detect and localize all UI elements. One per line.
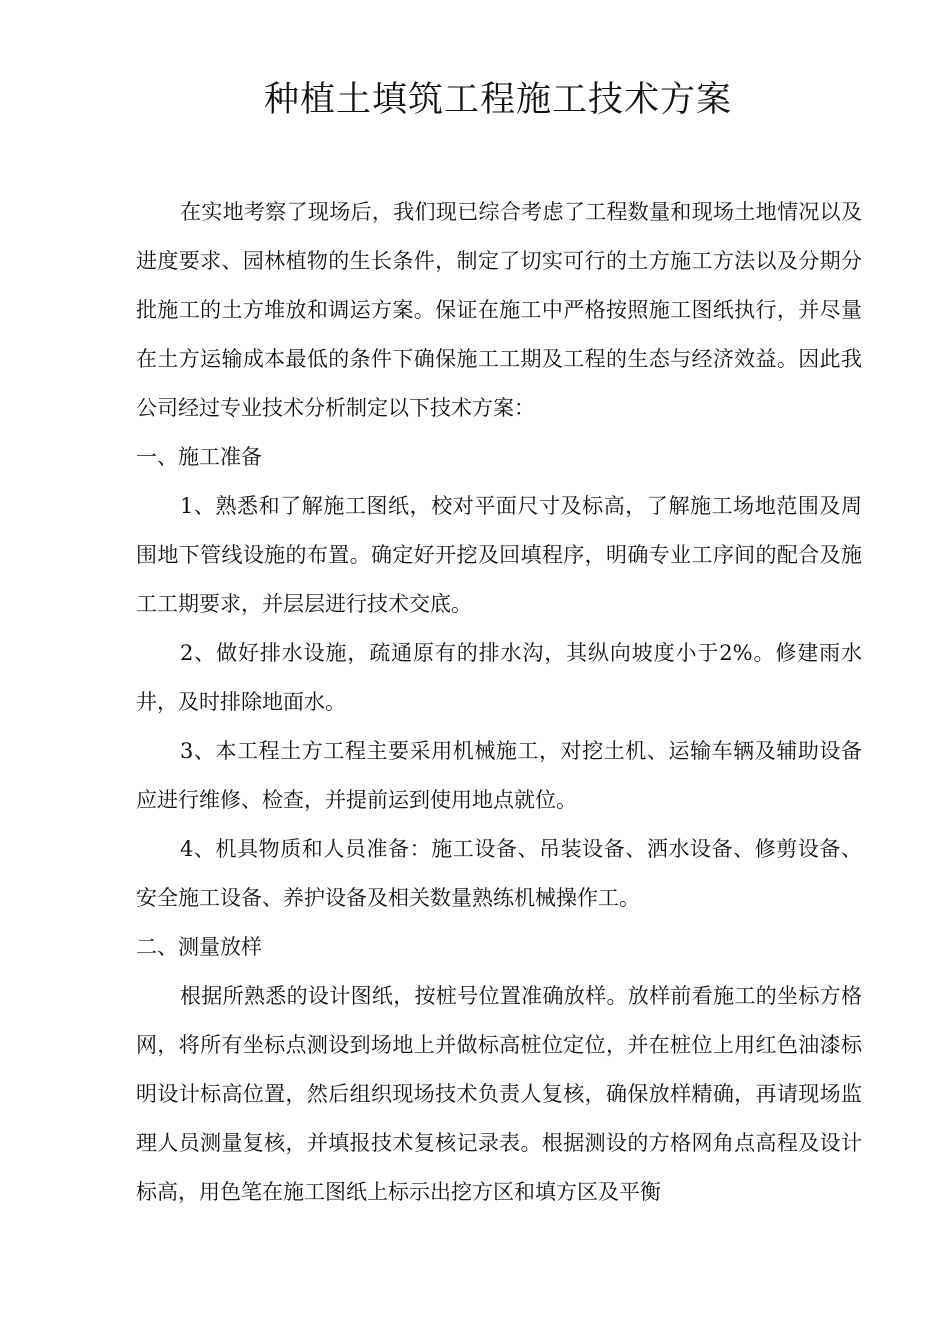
paragraph-survey-1: 根据所熟悉的设计图纸，按桩号位置准确放样。放样前看施工的坐标方格网，将所有坐标点测设到场地上并做标高桩位定位，并在桩位上用红色油漆标明设计标高位置，然后组织现场技术负责人复核，确保放样精确，再请现场监理人员测量复核，并填报技术复核记录表。根据测设的方格网角点高程及设计标高，用色笔在施工图纸上标示出挖方区和填方区及平衡 <box>136 984 862 1204</box>
paragraph-preparation-3: 3、本工程土方工程主要采用机械施工，对挖土机、运输车辆及辅助设备应进行维修、检查，并提前运到使用地点就位。 <box>136 739 862 812</box>
document-title: 种植土填筑工程施工技术方案 <box>263 80 732 120</box>
paragraph-preparation-4: 4、机具物质和人员准备：施工设备、吊装设备、洒水设备、修剪设备、安全施工设备、养护设备及相关数量熟练机械操作工。 <box>136 837 862 910</box>
intro-paragraph: 在实地考察了现场后，我们现已综合考虑了工程数量和现场土地情况以及进度要求、园林植物的生长条件，制定了切实可行的土方施工方法以及分期分批施工的土方堆放和调运方案。保证在施工中严格按照施工图纸执行，并尽量在土方运输成本最低的条件下确保施工工期及工程的生态与经济效益。因此我公司经过专业技术分析制定以下技术方案： <box>136 200 862 420</box>
section-heading-survey: 二、测量放样 <box>136 935 262 959</box>
paragraph-preparation-1: 1、熟悉和了解施工图纸，校对平面尺寸及标高，了解施工场地范围及周围地下管线设施的布置。确定好开挖及回填程序，明确专业工序间的配合及施工工期要求，并层层进行技术交底。 <box>136 494 862 616</box>
document-body <box>136 188 862 1217</box>
section-heading-preparation: 一、施工准备 <box>136 445 262 469</box>
paragraph-preparation-2: 2、做好排水设施，疏通原有的排水沟，其纵向坡度小于2%。修建雨水井，及时排除地面水。 <box>136 641 862 714</box>
